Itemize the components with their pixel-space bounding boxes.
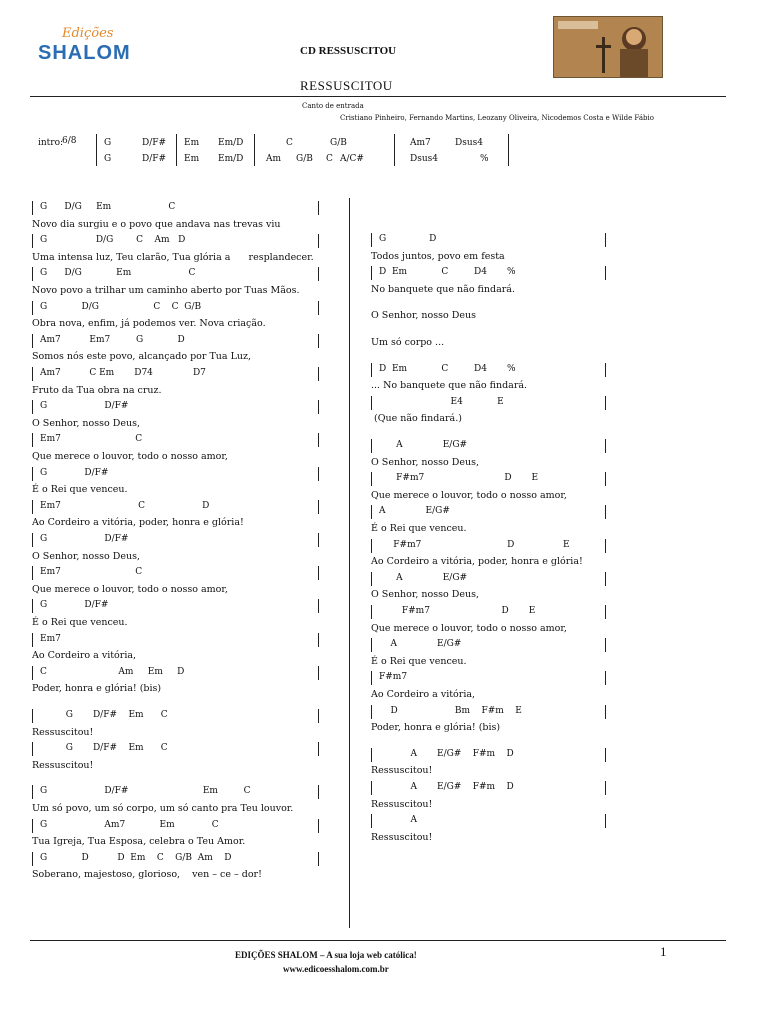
album-cover-image <box>553 16 663 78</box>
measure-bar <box>371 671 372 685</box>
measure-bar <box>32 367 33 381</box>
lyric-line: Que merece o louvor, todo o nosso amor, <box>371 489 567 501</box>
measure-bar <box>605 396 606 410</box>
chord-line: D Bm F#m E <box>379 705 522 716</box>
chord-line: G D/G Em C <box>40 268 196 279</box>
lyric-line: Somos nós este povo, alcançado por Tua Luz, <box>32 351 252 363</box>
chord-line: D Em C D4 % <box>379 267 516 278</box>
measure-bar <box>605 638 606 652</box>
lyric-line: (Que não findará.) <box>371 413 462 425</box>
measure-bar <box>176 134 177 166</box>
measure-bar <box>371 781 372 795</box>
lyric-line: É o Rei que venceu. <box>371 523 467 534</box>
measure-bar <box>318 709 319 723</box>
measure-bar <box>318 334 319 348</box>
measure-bar <box>32 633 33 647</box>
chord-line: G D <box>379 234 437 244</box>
measure-bar <box>605 671 606 685</box>
measure-bar <box>371 363 372 377</box>
chord-line: G D/F# Em C <box>40 743 168 754</box>
measure-bar <box>32 201 33 215</box>
lyric-line: Um só povo, um só corpo, um só canto pra Teu louvor. <box>32 803 294 814</box>
lyric-line: Ao Cordeiro a vitória, poder, honra e glória! <box>32 517 244 529</box>
lyric-line: Poder, honra e glória! (bis) <box>32 683 162 695</box>
measure-bar <box>32 467 33 481</box>
measure-bar <box>605 505 606 519</box>
chord-line: G D/F# Em C <box>40 710 168 720</box>
measure-bar <box>371 605 372 619</box>
chord-line: A E/G# <box>379 639 462 650</box>
lyric-line: Novo dia surgiu e o povo que andava nas trevas viu <box>32 218 281 230</box>
measure-bar <box>318 852 319 866</box>
measure-bar <box>605 233 606 247</box>
page-number: 1 <box>660 944 667 959</box>
measure-bar <box>32 500 33 514</box>
lyric-line: O Senhor, nosso Deus, <box>32 550 141 562</box>
intro-chord: G <box>104 138 112 148</box>
chord-line: G D/F# Em C <box>40 786 251 797</box>
measure-bar <box>32 400 33 414</box>
lyric-line: Tua Igreja, Tua Esposa, celebra o Teu Amor. <box>32 836 246 848</box>
lyric-line: Que merece o louvor, todo o nosso amor, <box>32 451 228 462</box>
measure-bar <box>318 500 319 514</box>
chord-line: F#m7 D E <box>379 606 536 616</box>
intro-chord: Em <box>184 138 200 148</box>
measure-bar <box>371 748 372 762</box>
intro-chord: Em/D <box>218 154 244 164</box>
lyric-line: Obra nova, enfim, já podemos ver. Nova criação. <box>32 318 266 330</box>
measure-bar <box>605 748 606 762</box>
measure-bar <box>371 638 372 652</box>
footer-store-line: EDIÇÕES SHALOM – A sua loja web católica! <box>235 950 417 960</box>
chord-line: G D/F# <box>40 534 129 544</box>
measure-bar <box>318 742 319 756</box>
measure-bar <box>605 814 606 828</box>
lyric-line: Que merece o louvor, todo o nosso amor, <box>32 583 228 595</box>
measure-bar <box>371 572 372 586</box>
chord-line: G D/F# <box>40 600 109 611</box>
measure-bar <box>32 267 33 281</box>
measure-bar <box>32 709 33 723</box>
measure-bar <box>318 433 319 447</box>
authors-credit: Cristiano Pinheiro, Fernando Martins, Leozany Oliveira, Nicodemos Costa e Wilde Fábio <box>340 114 654 122</box>
lyric-line: Ressuscitou! <box>32 726 94 738</box>
measure-bar <box>605 572 606 586</box>
chord-line: A <box>379 815 417 826</box>
column-divider <box>349 198 350 928</box>
footer-divider <box>30 940 726 941</box>
chord-line: A E/G# F#m D <box>379 782 514 792</box>
chord-line: G D/G Em C <box>40 202 176 212</box>
measure-bar <box>318 467 319 481</box>
measure-bar <box>605 439 606 453</box>
chord-line: F#m7 <box>379 672 408 683</box>
intro-chord: C <box>326 154 333 164</box>
measure-bar <box>318 666 319 680</box>
measure-bar <box>32 742 33 756</box>
chord-line: Em7 <box>40 633 61 644</box>
measure-bar <box>32 533 33 547</box>
lyric-line: O Senhor, nosso Deus, <box>32 417 141 429</box>
lyric-line: Novo povo a trilhar um caminho aberto por Tuas Mãos. <box>32 285 300 296</box>
measure-bar <box>605 605 606 619</box>
measure-bar <box>318 367 319 381</box>
lyric-line: Todos juntos, povo em festa <box>371 250 505 262</box>
measure-bar <box>318 234 319 248</box>
measure-bar <box>32 666 33 680</box>
lyric-line: No banquete que não findará. <box>371 283 515 295</box>
intro-chord: G <box>104 154 112 164</box>
measure-bar <box>371 539 372 553</box>
lyric-line: Soberano, majestoso, glorioso, ven – ce – dor! <box>32 869 262 881</box>
measure-bar <box>318 785 319 799</box>
chord-line: A E/G# F#m D <box>379 748 514 759</box>
intro-chord: D/F# <box>142 138 167 148</box>
measure-bar <box>318 819 319 833</box>
chord-line: G D D Em C G/B Am D <box>40 852 232 863</box>
measure-bar <box>254 134 255 166</box>
chord-line: Em7 C D <box>40 500 210 511</box>
chord-line: A E/G# <box>379 572 468 583</box>
lyric-line: O Senhor, nosso Deus <box>371 310 476 322</box>
measure-bar <box>605 781 606 795</box>
measure-bar <box>605 705 606 719</box>
publisher-logo <box>34 26 134 68</box>
chord-line: G D/F# <box>40 401 129 412</box>
lyric-line: É o Rei que venceu. <box>32 617 128 628</box>
measure-bar <box>318 599 319 613</box>
mass-part-label: Canto de entrada <box>302 102 364 110</box>
chord-line: Am7 Em7 G D <box>40 334 185 345</box>
lyric-line: Ao Cordeiro a vitória, poder, honra e glória! <box>371 556 583 568</box>
intro-chord: Em <box>184 154 200 164</box>
chord-line: G Am7 Em C <box>40 819 219 830</box>
chord-line: F#m7 D E <box>379 539 570 550</box>
lyric-line: Ao Cordeiro a vitória, <box>371 689 476 700</box>
chord-line: C Am Em D <box>40 666 185 677</box>
measure-bar <box>96 134 97 166</box>
lyric-line: É o Rei que venceu. <box>371 655 467 667</box>
measure-bar <box>371 472 372 486</box>
measure-bar <box>605 539 606 553</box>
intro-chord: G/B <box>330 138 347 148</box>
intro-chord: % <box>480 154 489 164</box>
intro-chord: C <box>286 138 293 148</box>
lyric-line: Ao Cordeiro a vitória, <box>32 650 137 662</box>
album-art-icon <box>554 17 662 77</box>
chord-line: Am7 C Em D74 D7 <box>40 368 206 378</box>
chord-line: E4 E <box>379 396 504 407</box>
measure-bar <box>318 301 319 315</box>
measure-bar <box>605 472 606 486</box>
chord-line: G D/G C Am D <box>40 235 186 246</box>
intro-chord: Dsus4 <box>410 154 438 164</box>
measure-bar <box>394 134 395 166</box>
lyric-line: Ressuscitou! <box>371 765 433 777</box>
measure-bar <box>32 599 33 613</box>
lyric-line: É o Rei que venceu. <box>32 484 128 496</box>
chord-line: A E/G# <box>379 440 468 450</box>
measure-bar <box>318 533 319 547</box>
measure-bar <box>371 505 372 519</box>
intro-chord: A/C# <box>340 154 364 164</box>
logo-top-text: Edições <box>62 26 114 41</box>
measure-bar <box>318 201 319 215</box>
lyric-line: Ressuscitou! <box>371 798 433 810</box>
intro-chord: Am <box>266 154 282 164</box>
chord-line: F#m7 D E <box>379 473 539 484</box>
lyric-line: Um só corpo ... <box>371 337 445 348</box>
measure-bar <box>32 334 33 348</box>
logo-main-text: SHALOM <box>38 42 131 64</box>
measure-bar <box>32 852 33 866</box>
chord-line: A E/G# <box>379 506 450 517</box>
measure-bar <box>371 266 372 280</box>
intro-chord: G/B <box>296 154 313 164</box>
intro-chord: Am7 <box>410 138 431 148</box>
lyric-line: ... No banquete que não findará. <box>371 380 528 392</box>
chord-line: Em7 C <box>40 567 143 578</box>
measure-bar <box>32 566 33 580</box>
measure-bar <box>32 819 33 833</box>
intro-chord: D/F# <box>142 154 167 164</box>
song-title: RESSUSCITOU <box>300 78 393 93</box>
measure-bar <box>371 396 372 410</box>
cd-title: CD RESSUSCITOU <box>300 45 397 57</box>
lyric-line: Ressuscitou! <box>371 831 433 843</box>
lyric-line: Fruto da Tua obra na cruz. <box>32 384 162 396</box>
measure-bar <box>508 134 509 166</box>
intro-chord: Dsus4 <box>455 138 483 148</box>
measure-bar <box>318 400 319 414</box>
measure-bar <box>32 301 33 315</box>
measure-bar <box>371 439 372 453</box>
measure-bar <box>32 785 33 799</box>
chord-line: D Em C D4 % <box>379 363 516 374</box>
measure-bar <box>32 234 33 248</box>
measure-bar <box>32 433 33 447</box>
intro-chord: Em/D <box>218 138 244 148</box>
intro-label: intro: <box>38 138 64 148</box>
lyric-line: Uma intensa luz, Teu clarão, Tua glória a resplandecer. <box>32 251 314 263</box>
lyric-line: O Senhor, nosso Deus, <box>371 589 480 601</box>
chord-line: Em7 C <box>40 434 143 445</box>
measure-bar <box>605 363 606 377</box>
lyric-line: Que merece o louvor, todo o nosso amor, <box>371 622 567 634</box>
chord-line: G D/F# <box>40 467 109 478</box>
lyric-line: Poder, honra e glória! (bis) <box>371 722 501 734</box>
header-divider <box>30 96 726 97</box>
measure-bar <box>318 633 319 647</box>
measure-bar <box>318 566 319 580</box>
footer-url[interactable]: www.edicoesshalom.com.br <box>283 964 389 974</box>
lyric-line: Ressuscitou! <box>32 759 94 771</box>
measure-bar <box>371 233 372 247</box>
measure-bar <box>605 266 606 280</box>
measure-bar <box>371 814 372 828</box>
chord-line: G D/G C C G/B <box>40 301 202 312</box>
measure-bar <box>318 267 319 281</box>
lyric-line: O Senhor, nosso Deus, <box>371 456 480 468</box>
intro-time-signature: 6/8 <box>62 136 77 146</box>
measure-bar <box>371 705 372 719</box>
